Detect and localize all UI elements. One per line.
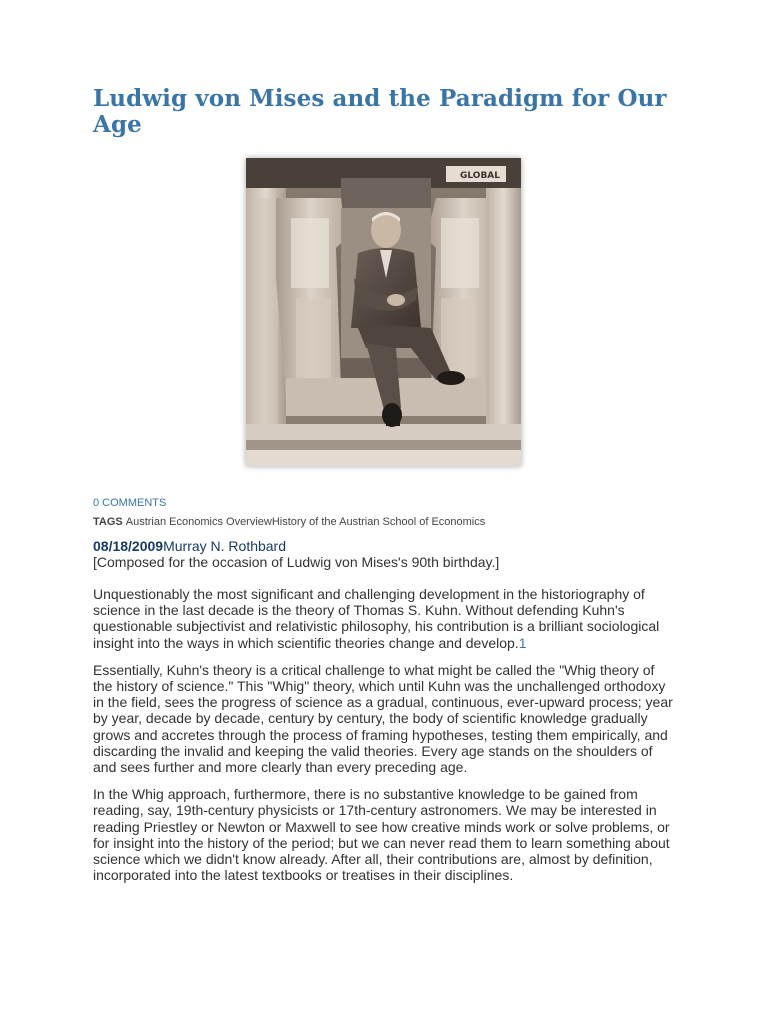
comments-link[interactable]: 0 COMMENTS — [93, 497, 167, 509]
tag-link[interactable]: Austrian Economics Overview — [125, 516, 272, 528]
tags-row — [93, 515, 675, 529]
sign-text: GLOBAL — [460, 171, 501, 181]
footnote-link[interactable]: 1 — [518, 634, 527, 651]
article — [93, 86, 675, 883]
tags-label: TAGS — [93, 516, 123, 528]
publish-date: 08/18/2009 — [93, 538, 164, 554]
article-paragraph: In the Whig approach, furthermore, there is no substantive knowledge to be gained from reading, say, 19th-century physicists or 17th-century astronomers. We may be interested in reading Priestley or Newton or Maxwell to see how creative minds work or solve problems, or for insight into the history of the period; but we can never read them to learn something about science which we didn't know already. After all, their contributions are, almost by definition, incorporated into the latest textbooks or treatises in their disciplines. — [93, 786, 670, 884]
article-title: Ludwig von Mises and the Paradigm for Our Age — [93, 85, 667, 138]
article-photo — [246, 158, 521, 466]
author-link[interactable]: Murray N. Rothbard — [163, 538, 287, 554]
article-paragraph: Unquestionably the most significant and challenging development in the historiography of science in the last decade is the theory of Thomas S. Kuhn. Without defending Kuhn's questionable subjectivist and relativistic philosophy, his contribution is a brilliant sociological insight into the ways in which scientific theories change and develop.1 — [93, 586, 660, 651]
occasion-note: [Composed for the occasion of Ludwig von Mises's 90th birthday.] — [93, 554, 500, 570]
tag-link[interactable]: History of the Austrian School of Economics — [271, 516, 486, 528]
article-paragraph: Essentially, Kuhn's theory is a critical challenge to what might be called the "Whig theory of the history of science." This "Whig" theory, which until Kuhn was the unchallenged orthodoxy in the field, sees the progress of science as a gradual, continuous, ever-upward process; year by year, decade by decade, century by century, the body of scientific knowledge gradually grows and accretes through the process of framing hypotheses, testing them empirically, and discarding the invalid and keeping the valid theories. Every age stands on the shoulders of and sees further and more clearly than every preceding age. — [93, 661, 673, 776]
byline — [93, 538, 675, 554]
